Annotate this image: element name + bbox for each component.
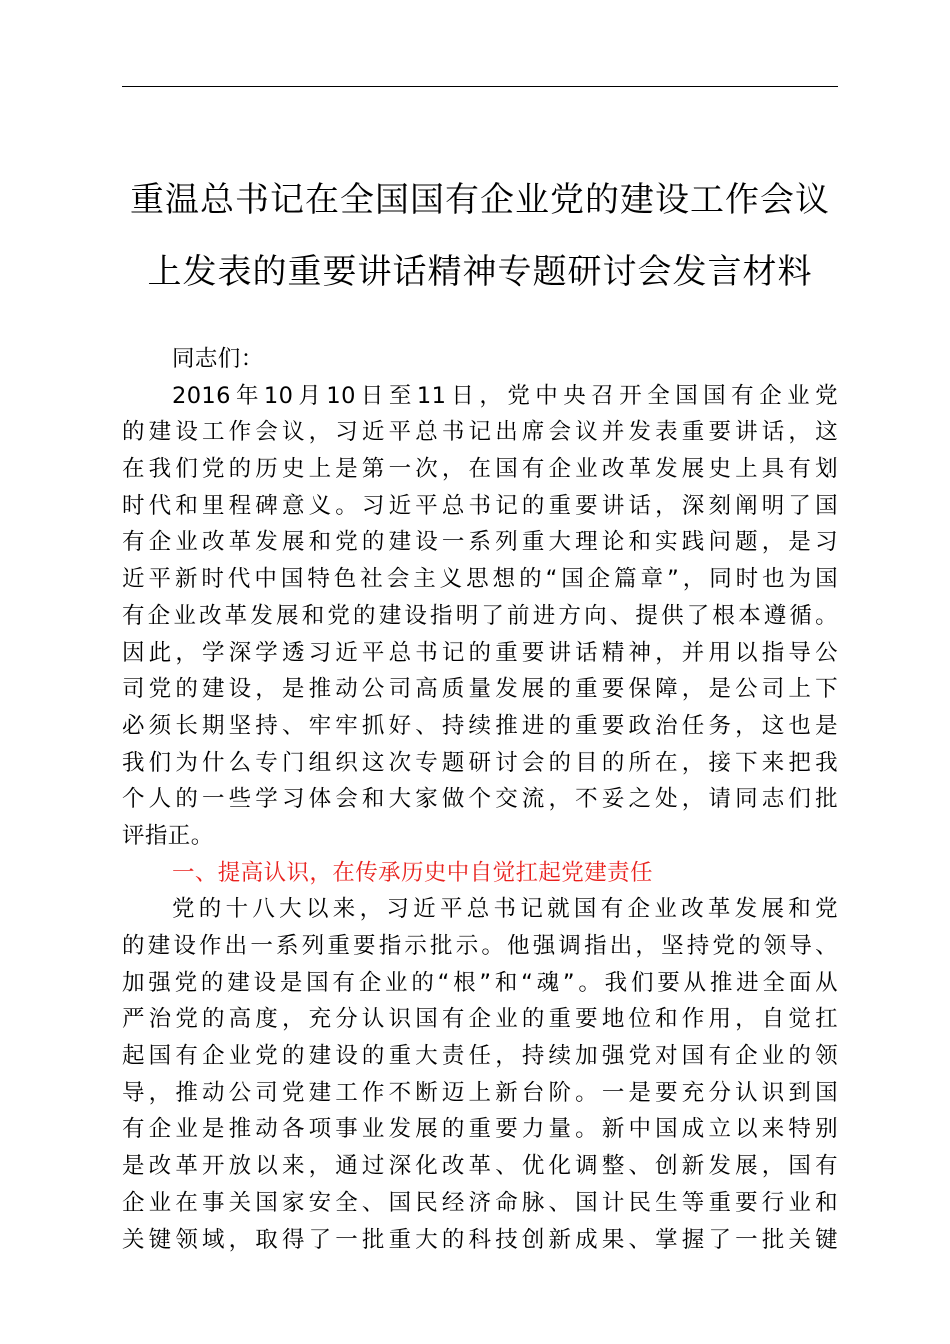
- paragraph-2-line: 党的十八大以来，习近平总书记就国有企业改革发展和党: [172, 896, 838, 923]
- paragraph-1-line: 近平新时代中国特色社会主义思想的“国企篇章”，同时也为国: [122, 566, 838, 593]
- paragraph-2-line: 有企业是推动各项事业发展的重要力量。新中国成立以来特别: [122, 1116, 838, 1143]
- paragraph-1-line: 时代和里程碑意义。习近平总书记的重要讲话，深刻阐明了国: [122, 492, 838, 519]
- paragraph-2-line: 关键领域，取得了一批重大的科技创新成果、掌握了一批关键: [122, 1226, 838, 1253]
- paragraph-2-line: 企业在事关国家安全、国民经济命脉、国计民生等重要行业和: [122, 1189, 838, 1216]
- paragraph-2-line: 加强党的建设是国有企业的“根”和“魂”。我们要从推进全面从: [122, 969, 838, 996]
- paragraph-1-line: 必须长期坚持、牢牢抓好、持续推进的重要政治任务，这也是: [122, 712, 838, 739]
- salutation: 同志们：: [172, 346, 264, 372]
- paragraph-1-line: 评指正。: [122, 822, 214, 849]
- paragraph-2-line: 的建设作出一系列重要指示批示。他强调指出，坚持党的领导、: [122, 933, 838, 959]
- document-body: [122, 341, 838, 1258]
- paragraph-1-line: 有企业改革发展和党的建设指明了前进方向、提供了根本遵循。: [122, 602, 838, 629]
- document-title-line-1: 重温总书记在全国国有企业党的建设工作会议: [130, 180, 830, 220]
- paragraph-1-line: 2016年10月10日至11日，党中央召开全国国有企业党: [172, 382, 838, 409]
- section-1-heading: 一、提高认识，在传承历史中自觉扛起党建责任: [172, 859, 653, 886]
- header-rule: [122, 86, 838, 87]
- paragraph-2-line: 严治党的高度，充分认识国有企业的重要地位和作用，自觉扛: [122, 1006, 838, 1033]
- paragraph-2-line: 起国有企业党的建设的重大责任，持续加强党对国有企业的领: [122, 1043, 838, 1070]
- paragraph-2-line: 是改革开放以来，通过深化改革、优化调整、创新发展，国有: [122, 1153, 838, 1180]
- paragraph-1-line: 在我们党的历史上是第一次，在国有企业改革发展史上具有划: [122, 456, 838, 483]
- paragraph-1-line: 司党的建设，是推动公司高质量发展的重要保障，是公司上下: [122, 676, 838, 703]
- paragraph-1-line: 个人的一些学习体会和大家做个交流，不妥之处，请同志们批: [122, 786, 838, 813]
- document-title-line-2: 上发表的重要讲话精神专题研讨会发言材料: [147, 252, 813, 292]
- paragraph-1-line: 有企业改革发展和党的建设一系列重大理论和实践问题，是习: [122, 529, 838, 556]
- paragraph-1-line: 我们为什么专门组织这次专题研讨会的目的所在，接下来把我: [122, 749, 838, 776]
- paragraph-1-line: 因此，学深学透习近平总书记的重要讲话精神，并用以指导公: [122, 639, 838, 666]
- paragraph-2-line: 导，推动公司党建工作不断迈上新台阶。一是要充分认识到国: [122, 1079, 838, 1106]
- paragraph-1-line: 的建设工作会议，习近平总书记出席会议并发表重要讲话，这: [122, 419, 838, 446]
